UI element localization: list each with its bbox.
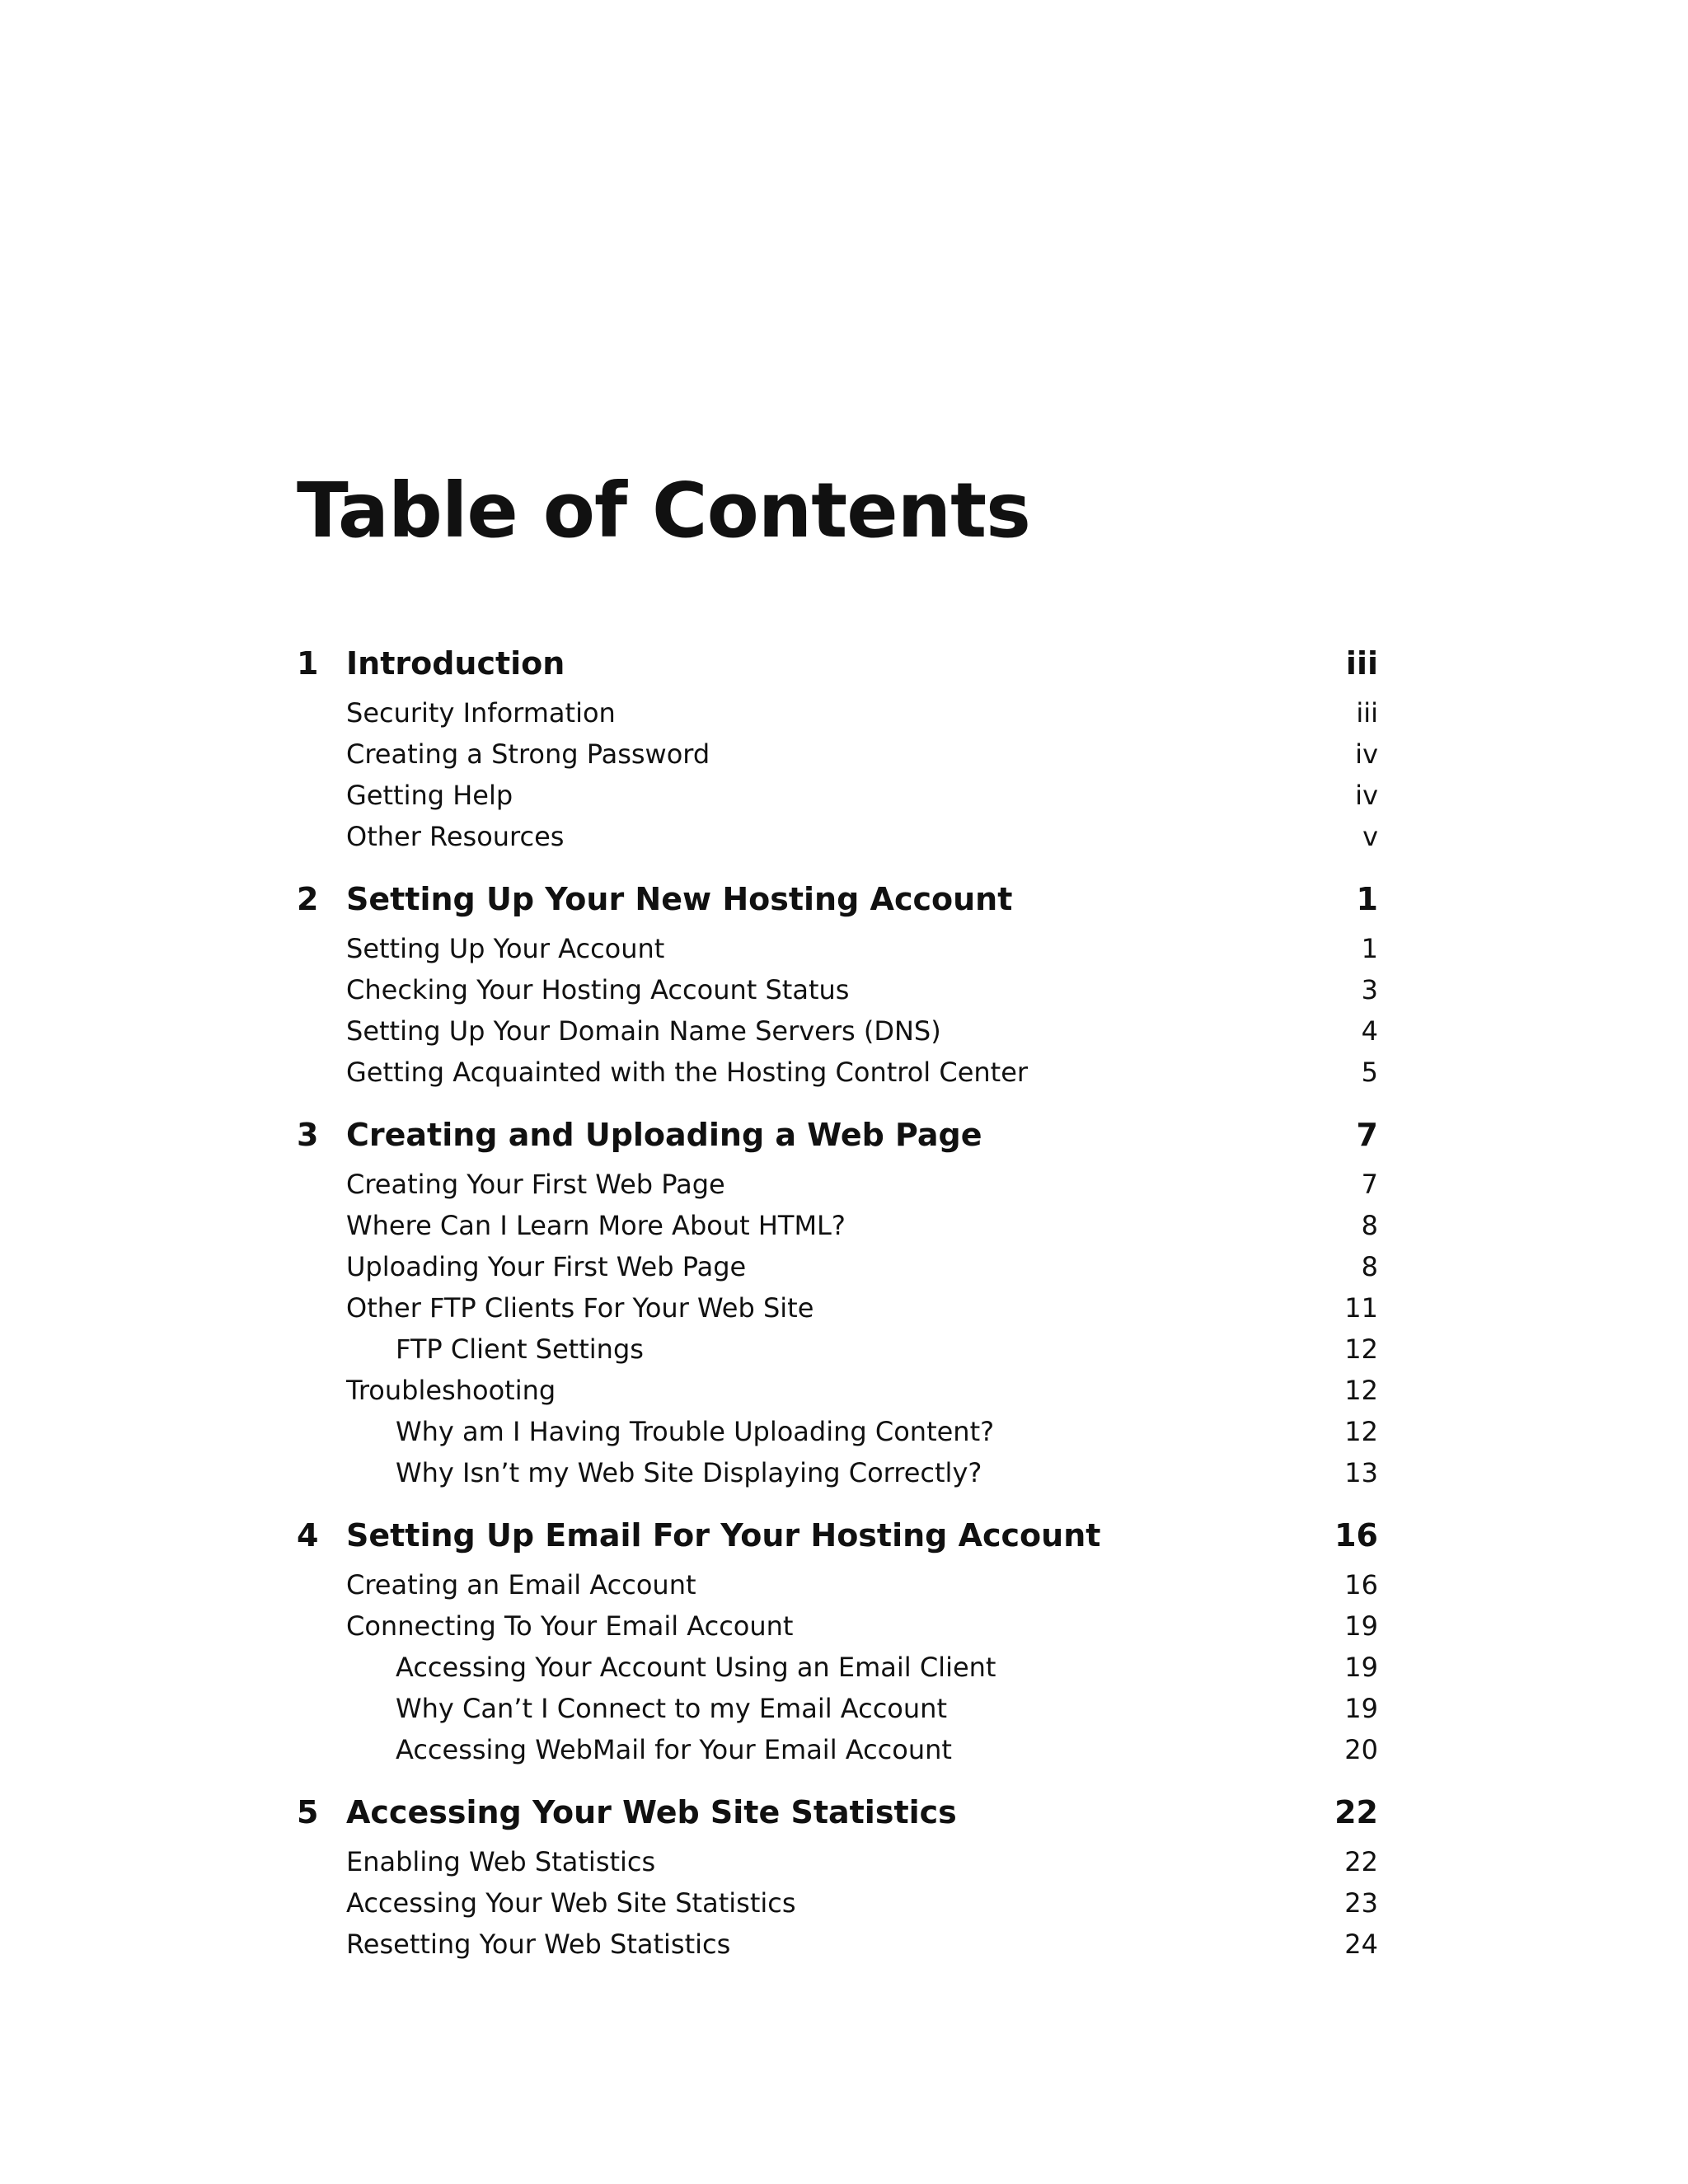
toc-section-entry[interactable] <box>297 928 1378 969</box>
toc-subsection-entry[interactable] <box>297 1329 1378 1370</box>
toc-section-entry[interactable] <box>297 1370 1378 1411</box>
entry-title: Accessing Your Account Using an Email Client <box>396 1652 996 1683</box>
toc-section-entry[interactable] <box>297 1010 1378 1052</box>
entry-page-number: 19 <box>1344 1652 1378 1683</box>
chapter-title: Accessing Your Web Site Statistics <box>346 1794 957 1830</box>
entry-title: Security Information <box>346 697 616 729</box>
entry-title: Creating Your First Web Page <box>346 1169 725 1200</box>
entry-page-number: 23 <box>1344 1887 1378 1919</box>
chapter-heading[interactable] <box>297 1783 1378 1841</box>
toc-section-entry[interactable] <box>297 1605 1378 1647</box>
entry-title: Creating a Strong Password <box>346 738 710 770</box>
entry-page-number: 16 <box>1344 1569 1378 1601</box>
chapter-page-number: 1 <box>1356 881 1378 917</box>
entry-page-number: 4 <box>1361 1015 1378 1047</box>
chapter-heading[interactable] <box>297 635 1378 692</box>
entry-page-number: 24 <box>1344 1929 1378 1960</box>
entry-title: Accessing Your Web Site Statistics <box>346 1887 796 1919</box>
entry-page-number: iv <box>1355 738 1378 770</box>
entry-page-number: 1 <box>1361 933 1378 964</box>
toc-section-entry[interactable] <box>297 775 1378 816</box>
chapter-heading[interactable] <box>297 870 1378 928</box>
toc-chapter <box>297 1507 1378 1770</box>
toc-section-entry[interactable] <box>297 1924 1378 1965</box>
toc-section-entry[interactable] <box>297 816 1378 857</box>
entry-page-number: iv <box>1355 780 1378 811</box>
toc-section-entry[interactable] <box>297 1287 1378 1329</box>
chapter-page-number: 22 <box>1334 1794 1378 1830</box>
chapter-title: Setting Up Email For Your Hosting Account <box>346 1517 1101 1554</box>
entry-page-number: 19 <box>1344 1693 1378 1724</box>
entry-title: Getting Acquainted with the Hosting Control Center <box>346 1057 1029 1088</box>
toc-section-entry[interactable] <box>297 733 1378 775</box>
chapter-title: Introduction <box>346 645 565 682</box>
entry-title: Setting Up Your Account <box>346 933 665 964</box>
toc-section-entry[interactable] <box>297 1205 1378 1246</box>
toc-chapter <box>297 1106 1378 1493</box>
toc-section-entry[interactable] <box>297 692 1378 733</box>
chapter-heading[interactable] <box>297 1507 1378 1564</box>
entry-page-number: 8 <box>1361 1210 1378 1241</box>
page-title: Table of Contents <box>297 466 1030 555</box>
chapter-title: Setting Up Your New Hosting Account <box>346 881 1013 917</box>
toc-section-entry[interactable] <box>297 1164 1378 1205</box>
entry-page-number: 19 <box>1344 1610 1378 1642</box>
entry-title: Resetting Your Web Statistics <box>346 1929 731 1960</box>
entry-page-number: v <box>1362 821 1378 852</box>
entry-title: Creating an Email Account <box>346 1569 696 1601</box>
entry-title: Why Isn’t my Web Site Displaying Correctly? <box>396 1457 982 1488</box>
entry-title: Troubleshooting <box>346 1375 556 1406</box>
chapter-page-number: iii <box>1345 645 1378 682</box>
entry-title: Checking Your Hosting Account Status <box>346 974 850 1005</box>
entry-title: Accessing WebMail for Your Email Account <box>396 1734 952 1765</box>
entry-page-number: 7 <box>1361 1169 1378 1200</box>
toc-section-entry[interactable] <box>297 1841 1378 1882</box>
entry-title: Where Can I Learn More About HTML? <box>346 1210 846 1241</box>
toc-section-entry[interactable] <box>297 1052 1378 1093</box>
entry-page-number: 5 <box>1361 1057 1378 1088</box>
toc-subsection-entry[interactable] <box>297 1688 1378 1729</box>
chapter-title: Creating and Uploading a Web Page <box>346 1117 982 1153</box>
toc-subsection-entry[interactable] <box>297 1452 1378 1493</box>
table-of-contents <box>297 635 1378 1978</box>
entry-page-number: 12 <box>1344 1375 1378 1406</box>
entry-page-number: 13 <box>1344 1457 1378 1488</box>
entry-title: Setting Up Your Domain Name Servers (DNS) <box>346 1015 941 1047</box>
entry-title: Uploading Your First Web Page <box>346 1251 747 1282</box>
entry-page-number: 3 <box>1361 974 1378 1005</box>
entry-page-number: 20 <box>1344 1734 1378 1765</box>
chapter-number: 2 <box>297 881 319 917</box>
toc-chapter <box>297 635 1378 857</box>
entry-page-number: 12 <box>1344 1416 1378 1447</box>
toc-section-entry[interactable] <box>297 1564 1378 1605</box>
toc-section-entry[interactable] <box>297 1882 1378 1924</box>
chapter-number: 4 <box>297 1517 319 1554</box>
entry-page-number: 11 <box>1344 1292 1378 1324</box>
entry-title: FTP Client Settings <box>396 1333 644 1365</box>
entry-page-number: 8 <box>1361 1251 1378 1282</box>
entry-title: Getting Help <box>346 780 513 811</box>
toc-section-entry[interactable] <box>297 969 1378 1010</box>
entry-page-number: 22 <box>1344 1846 1378 1877</box>
chapter-heading[interactable] <box>297 1106 1378 1164</box>
toc-chapter <box>297 1783 1378 1965</box>
chapter-number: 5 <box>297 1794 319 1830</box>
entry-page-number: 12 <box>1344 1333 1378 1365</box>
entry-page-number: iii <box>1356 697 1378 729</box>
chapter-page-number: 7 <box>1356 1117 1378 1153</box>
chapter-page-number: 16 <box>1334 1517 1378 1554</box>
entry-title: Other Resources <box>346 821 565 852</box>
entry-title: Why am I Having Trouble Uploading Content? <box>396 1416 995 1447</box>
entry-title: Why Can’t I Connect to my Email Account <box>396 1693 947 1724</box>
toc-subsection-entry[interactable] <box>297 1411 1378 1452</box>
entry-title: Enabling Web Statistics <box>346 1846 656 1877</box>
entry-title: Other FTP Clients For Your Web Site <box>346 1292 814 1324</box>
chapter-number: 3 <box>297 1117 319 1153</box>
chapter-number: 1 <box>297 645 319 682</box>
toc-subsection-entry[interactable] <box>297 1729 1378 1770</box>
entry-title: Connecting To Your Email Account <box>346 1610 794 1642</box>
toc-section-entry[interactable] <box>297 1246 1378 1287</box>
toc-subsection-entry[interactable] <box>297 1647 1378 1688</box>
toc-chapter <box>297 870 1378 1093</box>
